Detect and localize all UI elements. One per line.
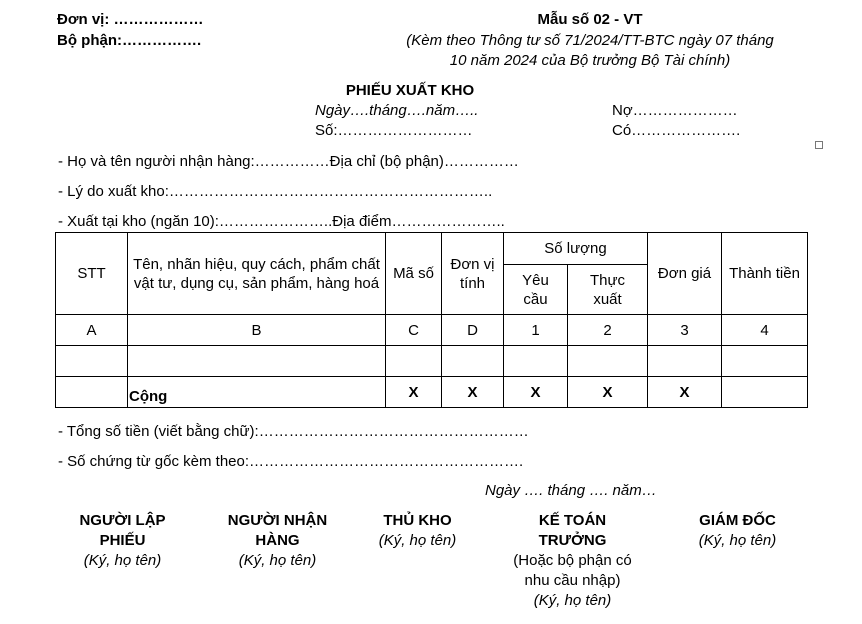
signature-title: GIÁM ĐỐC: [699, 512, 776, 529]
code-cell: 1: [504, 315, 568, 346]
no-field: Nợ…………………: [612, 102, 738, 119]
x-mark: X: [442, 377, 504, 408]
header-code: Mã số: [386, 233, 442, 315]
signature-chief-accountant: [490, 511, 655, 611]
signing-date: Ngày …. tháng …. năm…: [485, 482, 657, 499]
signature-receiver: [205, 511, 350, 571]
empty-cell: [386, 346, 442, 377]
signature-title: TRƯỞNG: [538, 532, 607, 549]
x-mark: X: [386, 377, 442, 408]
code-cell: D: [442, 315, 504, 346]
header-issued: Thực xuất: [568, 265, 648, 315]
co-field: Có………………….: [612, 122, 741, 139]
signature-title: KẾ TOÁN: [538, 512, 607, 529]
header-unit: Đơn vị tính: [442, 233, 504, 315]
form-title: PHIẾU XUẤT KHO: [345, 82, 475, 99]
header-quantity: Số lượng: [504, 233, 648, 265]
code-cell: B: [128, 315, 386, 346]
signature-note: (Ký, họ tên): [378, 532, 457, 549]
recipient-line: - Họ và tên người nhận hàng:……………Địa chỉ (bộ phận)……………: [58, 153, 519, 170]
signature-subnote: nhu cầu nhập): [524, 572, 621, 589]
signature-note: (Ký, họ tên): [238, 552, 317, 569]
total-label: Cộng: [128, 377, 386, 408]
header-stt: STT: [56, 233, 128, 315]
so-field: Số:………………………: [315, 122, 473, 139]
circular-ref-line-2: 10 năm 2024 của Bộ trưởng Bộ Tài chính): [449, 52, 731, 69]
code-cell: 3: [648, 315, 722, 346]
signature-title: NGƯỜI LẬP: [79, 512, 166, 529]
code-cell: 2: [568, 315, 648, 346]
empty-cell: [648, 346, 722, 377]
date-field: Ngày….tháng….năm…..: [315, 102, 479, 119]
signature-title: PHIẾU: [99, 532, 146, 549]
signature-title: HÀNG: [255, 532, 300, 549]
signature-title: NGƯỜI NHẬN: [227, 512, 328, 529]
header-name: Tên, nhãn hiệu, quy cách, phẩm chất vật tư, dụng cụ, sản phẩm, hàng hoá: [128, 233, 386, 315]
code-cell: A: [56, 315, 128, 346]
warehouse-line: - Xuất tại kho (ngăn 10):…………………..Địa điểm…………………..: [58, 213, 505, 230]
signature-storekeeper: [355, 511, 480, 551]
signature-note: (Ký, họ tên): [533, 592, 612, 609]
x-mark: X: [504, 377, 568, 408]
x-mark: X: [568, 377, 648, 408]
x-mark: X: [648, 377, 722, 408]
signature-subnote: (Hoặc bộ phận có: [513, 552, 632, 569]
empty-cell: [722, 346, 808, 377]
empty-cell: [504, 346, 568, 377]
empty-cell: [56, 346, 128, 377]
bo-phan-label: Bộ phận:…………….: [57, 32, 202, 49]
items-table: [55, 232, 808, 408]
circular-ref-line-1: (Kèm theo Thông tư số 71/2024/TT-BTC ngày 07 tháng: [406, 32, 774, 49]
attached-docs-line: - Số chứng từ gốc kèm theo:……………………………………………….: [58, 453, 524, 470]
signature-director: [670, 511, 805, 551]
amount-in-words-line: - Tổng số tiền (viết bằng chữ):………………………………………………: [58, 423, 529, 440]
reason-line: - Lý do xuất kho:………………………………………………………..: [58, 183, 493, 200]
signature-preparer: [55, 511, 190, 571]
empty-cell: [442, 346, 504, 377]
code-cell: C: [386, 315, 442, 346]
don-vi-label: Đơn vị: ………………: [57, 11, 204, 28]
header-requested: Yêu cầu: [504, 265, 568, 315]
signature-note: (Ký, họ tên): [83, 552, 162, 569]
empty-cell: [722, 377, 808, 408]
header-total: Thành tiền: [722, 233, 808, 315]
empty-cell: [56, 377, 128, 408]
signature-title: THỦ KHO: [383, 512, 452, 529]
signature-note: (Ký, họ tên): [698, 532, 777, 549]
code-cell: 4: [722, 315, 808, 346]
anchor-marker: [815, 141, 823, 149]
header-unit-price: Đơn giá: [648, 233, 722, 315]
form-number: Mẫu số 02 - VT: [537, 11, 643, 28]
empty-cell: [128, 346, 386, 377]
empty-cell: [568, 346, 648, 377]
